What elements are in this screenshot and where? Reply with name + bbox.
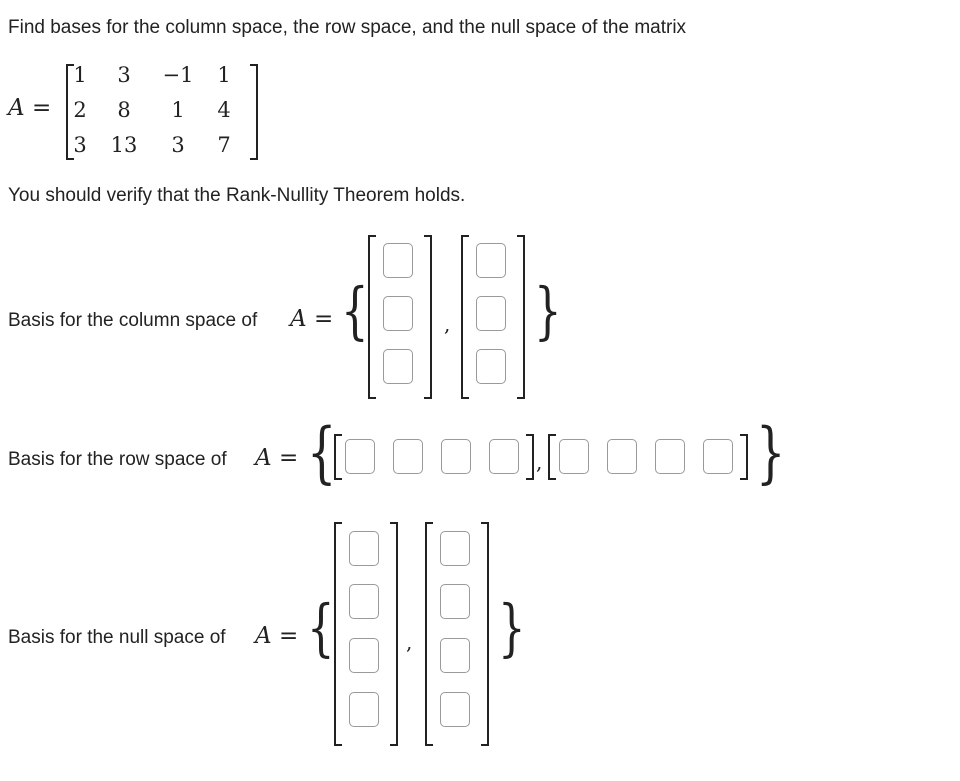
matrix-cell: 7 xyxy=(217,133,231,157)
matrix-cell: −1 xyxy=(162,63,194,87)
row-vector-2-entry-3[interactable] xyxy=(655,439,685,474)
column-space-var: A xyxy=(290,306,307,332)
row-vector-1-entry-3[interactable] xyxy=(441,439,471,474)
column-vector-1-entry-1[interactable] xyxy=(383,243,413,278)
matrix-equals: = xyxy=(32,95,52,121)
null-vector-2-left-bracket xyxy=(425,522,433,746)
matrix-cell: 1 xyxy=(73,63,87,87)
null-space-label: Basis for the null space of xyxy=(8,627,226,648)
column-vector-1-entry-2[interactable] xyxy=(383,296,413,331)
matrix-cell: 3 xyxy=(171,133,185,157)
column-space-label: Basis for the column space of xyxy=(8,310,258,331)
column-vector-2-right-bracket xyxy=(517,235,525,399)
matrix-cell: 1 xyxy=(171,98,185,122)
row-vector-1-left-bracket xyxy=(334,434,342,480)
null-vector-2-right-bracket xyxy=(481,522,489,746)
column-vector-2-entry-2[interactable] xyxy=(476,296,506,331)
column-vector-1-left-bracket xyxy=(368,235,376,399)
verify-note: You should verify that the Rank-Nullity Theorem holds. xyxy=(8,185,466,206)
row-vector-2-entry-4[interactable] xyxy=(703,439,733,474)
problem-statement: Find bases for the column space, the row space, and the null space of the matrix xyxy=(8,17,687,38)
null-vector-1-left-bracket xyxy=(334,522,342,746)
row-vector-1-entry-1[interactable] xyxy=(345,439,375,474)
null-vector-1-entry-2[interactable] xyxy=(349,584,379,619)
row-vector-2-left-bracket xyxy=(548,434,556,480)
null-vector-1-entry-3[interactable] xyxy=(349,638,379,673)
row-space-comma: , xyxy=(536,450,543,474)
row-vector-2-entry-1[interactable] xyxy=(559,439,589,474)
row-vector-1-entry-4[interactable] xyxy=(489,439,519,474)
matrix-right-bracket xyxy=(250,64,258,160)
matrix-cell: 8 xyxy=(117,98,131,122)
column-space-close-brace: } xyxy=(534,274,562,347)
column-vector-1-right-bracket xyxy=(424,235,432,399)
row-vector-2-entry-2[interactable] xyxy=(607,439,637,474)
column-vector-2-left-bracket xyxy=(461,235,469,399)
matrix-cell: 3 xyxy=(73,133,87,157)
row-vector-1-right-bracket xyxy=(526,434,534,480)
null-space-comma: , xyxy=(406,630,413,654)
null-space-close-brace: } xyxy=(498,591,526,664)
column-space-equals: = xyxy=(314,306,334,332)
row-space-var: A xyxy=(255,445,272,471)
matrix-name: A xyxy=(8,95,25,121)
null-vector-1-entry-1[interactable] xyxy=(349,531,379,566)
column-space-open-brace: { xyxy=(341,274,369,347)
null-vector-1-entry-4[interactable] xyxy=(349,692,379,727)
matrix-cell: 1 xyxy=(217,63,231,87)
row-space-open-brace: { xyxy=(307,414,337,491)
column-vector-2-entry-3[interactable] xyxy=(476,349,506,384)
row-vector-2-right-bracket xyxy=(740,434,748,480)
null-vector-2-entry-2[interactable] xyxy=(440,584,470,619)
matrix-cell: 4 xyxy=(217,98,231,122)
column-vector-2-entry-1[interactable] xyxy=(476,243,506,278)
null-vector-2-entry-3[interactable] xyxy=(440,638,470,673)
column-space-comma: , xyxy=(444,312,451,336)
null-space-equals: = xyxy=(279,623,299,649)
null-space-open-brace: { xyxy=(307,591,335,664)
row-space-equals: = xyxy=(279,445,299,471)
row-vector-1-entry-2[interactable] xyxy=(393,439,423,474)
matrix-cell: 3 xyxy=(117,63,131,87)
row-space-label: Basis for the row space of xyxy=(8,449,227,470)
row-space-close-brace: } xyxy=(756,414,786,491)
column-vector-1-entry-3[interactable] xyxy=(383,349,413,384)
matrix-cell: 13 xyxy=(110,133,138,157)
null-vector-2-entry-4[interactable] xyxy=(440,692,470,727)
matrix-cell: 2 xyxy=(73,98,87,122)
null-space-var: A xyxy=(255,623,272,649)
null-vector-2-entry-1[interactable] xyxy=(440,531,470,566)
null-vector-1-right-bracket xyxy=(390,522,398,746)
